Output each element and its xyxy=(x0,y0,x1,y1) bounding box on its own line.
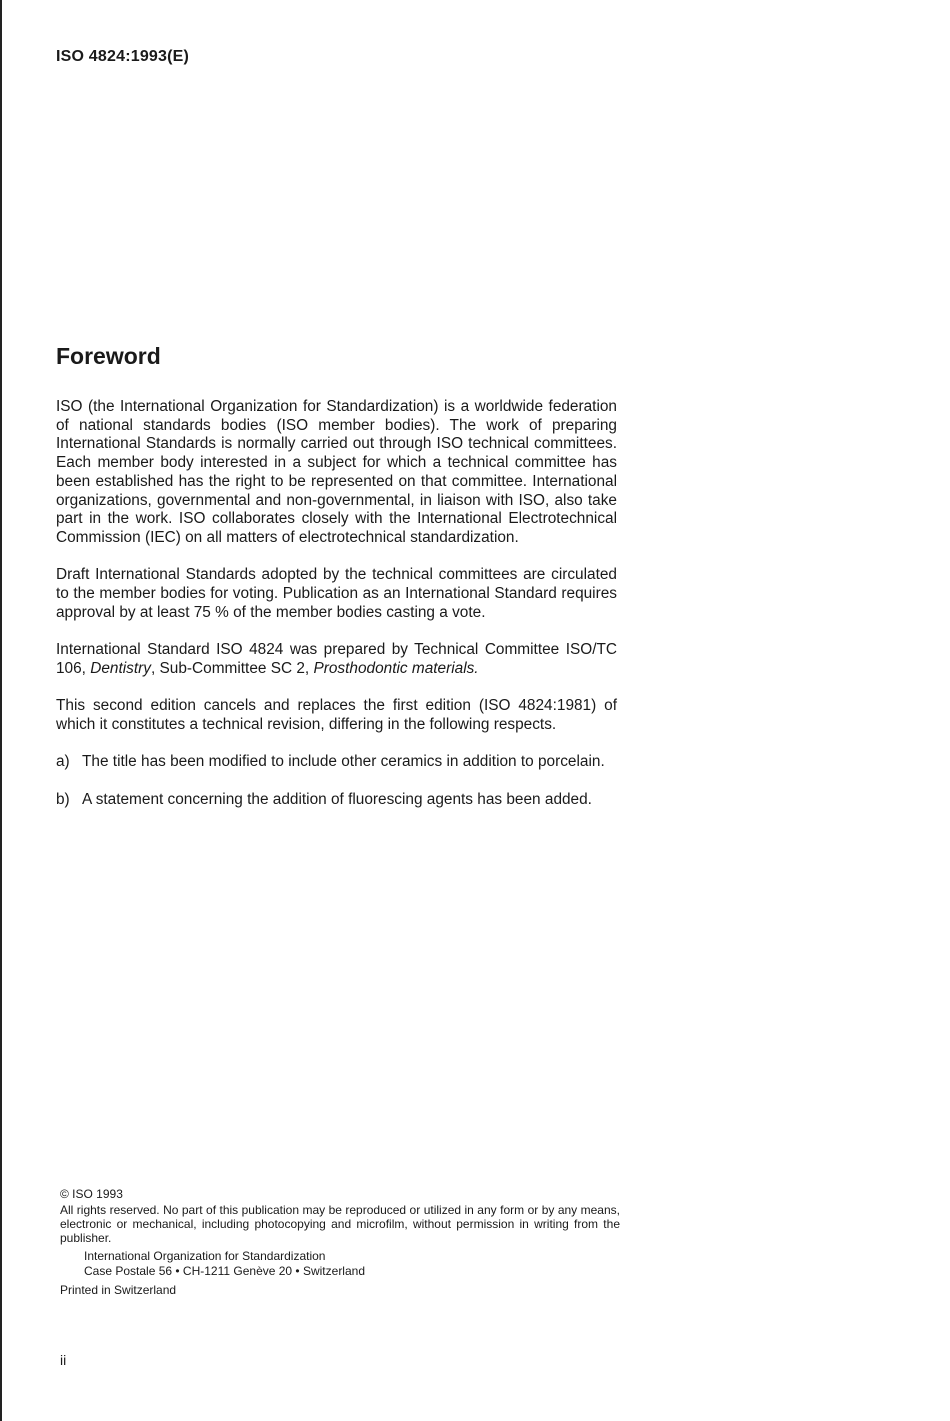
paragraph-committee xyxy=(56,641,617,678)
page-number: ii xyxy=(60,1352,67,1368)
list-item-text: The title has been modified to include other ceramics in addition to porcelain. xyxy=(82,753,605,771)
copyright-block xyxy=(60,1187,620,1297)
foreword-title: Foreword xyxy=(56,343,161,369)
committee-name: Dentistry xyxy=(90,659,151,677)
organization-address: Case Postale 56 • CH-1211 Genève 20 • Switzerland xyxy=(84,1264,365,1278)
list-item xyxy=(56,753,617,772)
page-edge xyxy=(0,0,2,1421)
foreword-body xyxy=(56,398,617,828)
committee-text-2: , Sub-Committee SC 2, xyxy=(150,659,314,677)
document-id: ISO 4824:1993(E) xyxy=(56,48,190,65)
list-item-label: a) xyxy=(56,753,70,771)
paragraph-iso-intro: ISO (the International Organization for Standardization) is a worldwide federation of national standards bodies (ISO member bodies). The work of preparing International Standards is normally carried out through ISO technical committees. Each member body interested in a subject for which a technical committee has been established has the right to be represented on that committee. International organizations, governmental and non-governmental, in liaison with ISO, also take part in the work. ISO collaborates closely with the International Electrotechnical Commission (IEC) on all matters of electrotechnical standardization. xyxy=(56,398,617,546)
committee-text-1: International Standard ISO 4824 was prepared by Technical Committee ISO/TC 106, xyxy=(56,641,617,677)
paragraph-draft-standards: Draft International Standards adopted by the technical committees are circulated to the member bodies for voting. Publication as an International Standard requires approval by at least 75 % of the member bodies casting a vote. xyxy=(56,566,617,621)
list-item-text: A statement concerning the addition of fluorescing agents has been added. xyxy=(82,790,592,808)
subcommittee-name: Prosthodontic materials. xyxy=(313,659,479,677)
organization-name: International Organization for Standardization xyxy=(84,1249,326,1263)
printed-in: Printed in Switzerland xyxy=(60,1283,177,1297)
rights-statement: All rights reserved. No part of this publication may be reproduced or utilized in any form or by any means, electronic or mechanical, including photocopying and microfilm, without permission in writing from the publisher. xyxy=(60,1203,620,1245)
list-item xyxy=(56,791,617,810)
copyright-line: © ISO 1993 xyxy=(60,1187,123,1201)
paragraph-edition: This second edition cancels and replaces the first edition (ISO 4824:1981) of which it constitutes a technical revision, differing in the following respects. xyxy=(56,697,617,733)
list-item-label: b) xyxy=(56,790,70,808)
